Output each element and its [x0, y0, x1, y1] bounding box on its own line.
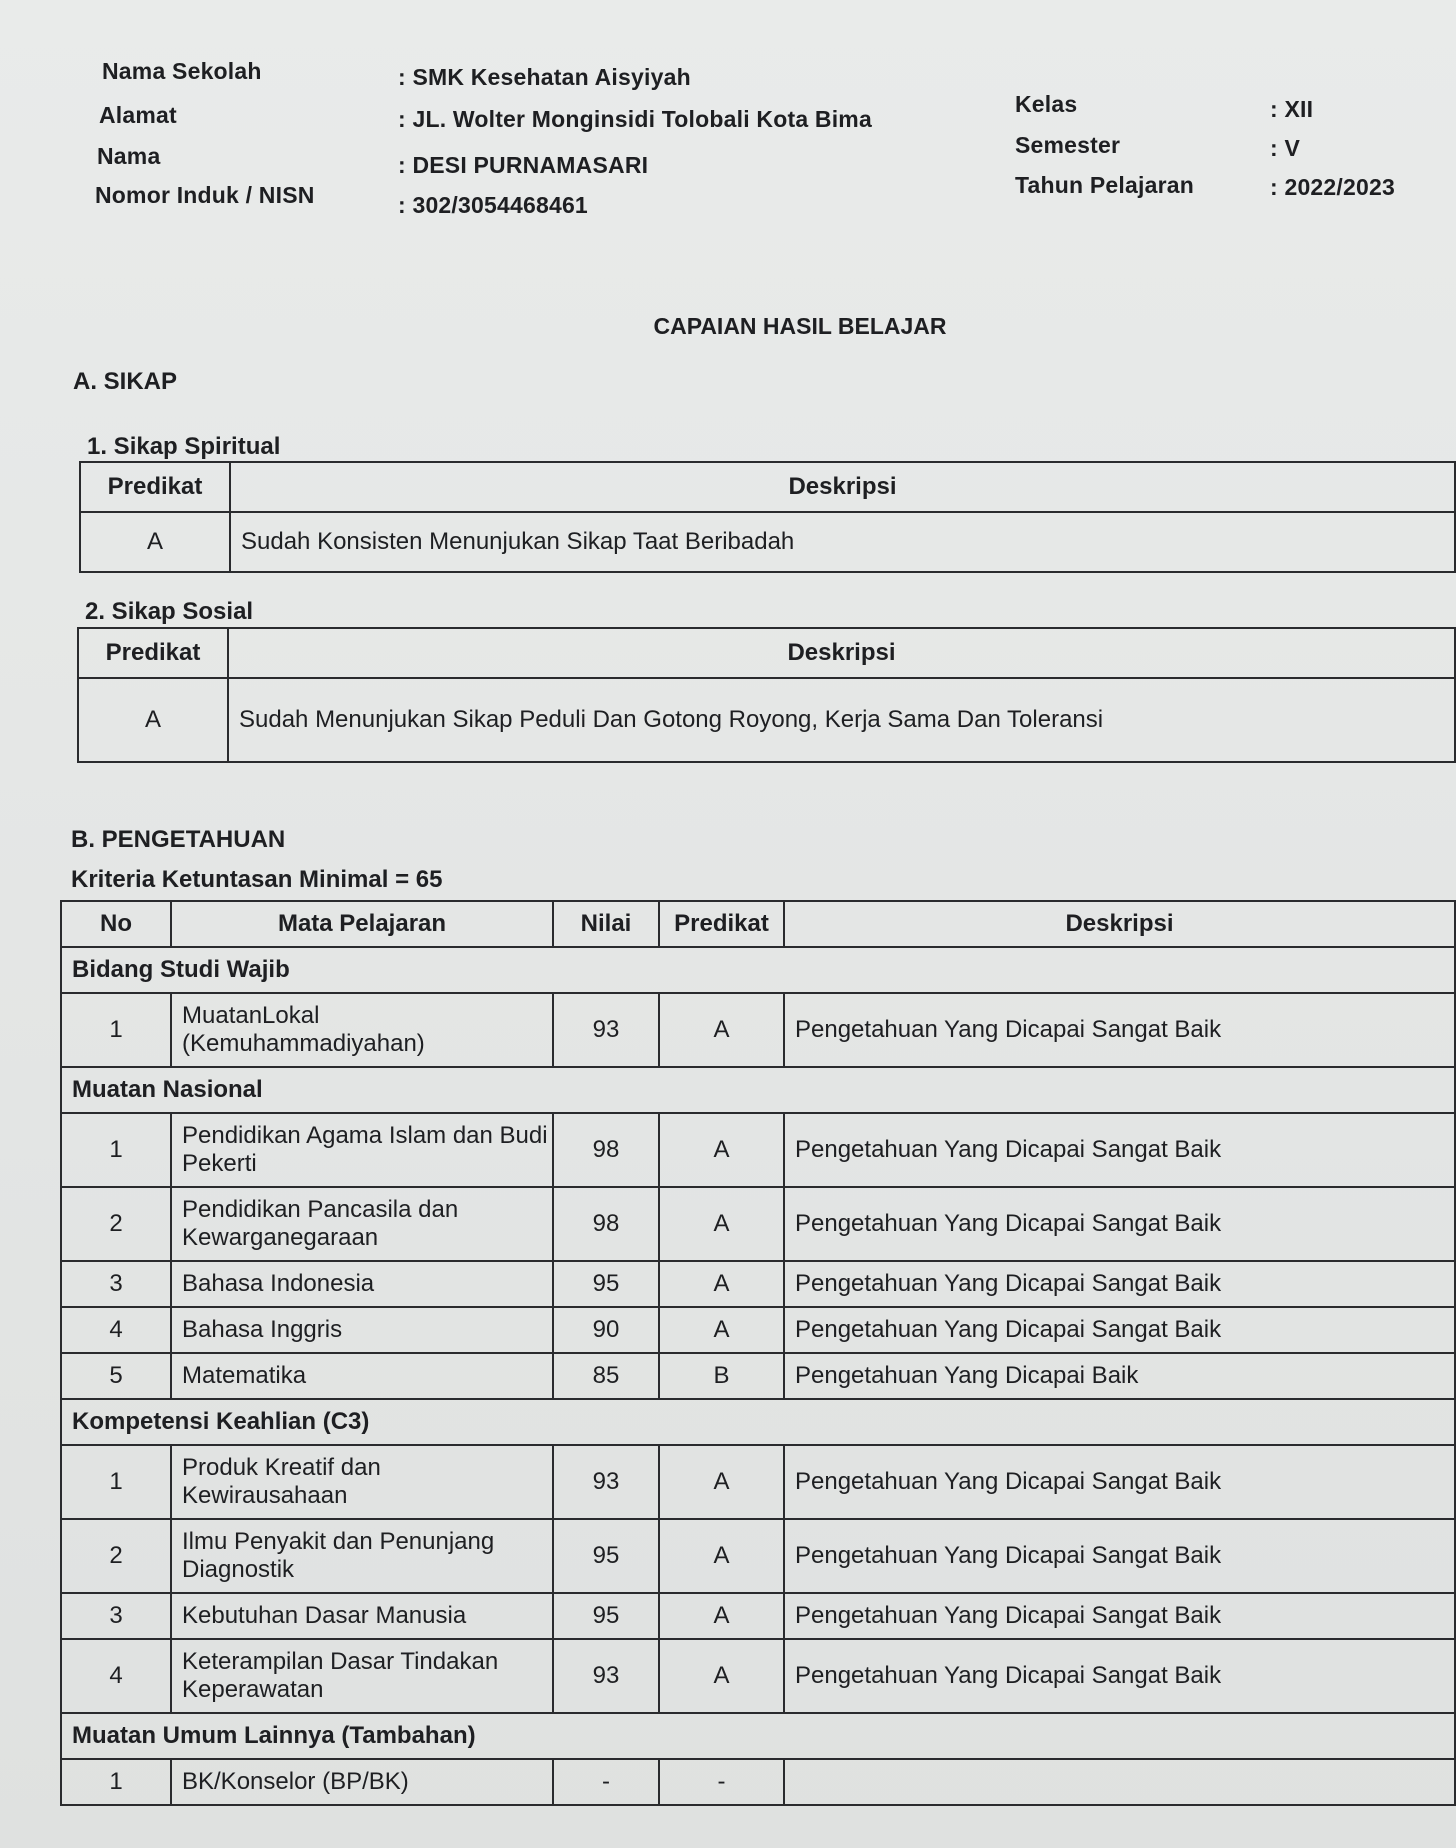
row-nilai: -: [553, 1759, 659, 1805]
nisn-value: : 302/3054468461: [398, 192, 588, 218]
row-nilai: 98: [553, 1113, 659, 1187]
group-row: [61, 1399, 1455, 1445]
row-no: 4: [61, 1639, 171, 1713]
year-value: : 2022/2023: [1270, 174, 1395, 200]
row-deskripsi: Pengetahuan Yang Dicapai Sangat Baik: [784, 1639, 1455, 1713]
spiritual-table: [79, 461, 1456, 573]
row-nilai: 95: [553, 1519, 659, 1593]
row-nilai: 95: [553, 1593, 659, 1639]
row-subject: Keterampilan Dasar Tindakan Keperawatan: [171, 1639, 553, 1713]
row-nilai: 90: [553, 1307, 659, 1353]
row-predikat: A: [659, 1593, 784, 1639]
col-predikat: Predikat: [659, 901, 784, 947]
spiritual-title: 1. Sikap Spiritual: [87, 433, 281, 460]
col-deskripsi: Deskripsi: [784, 901, 1455, 947]
col-mata-pelajaran: Mata Pelajaran: [171, 901, 553, 947]
section-pengetahuan-heading: B. PENGETAHUAN: [71, 826, 286, 853]
knowledge-header-row: [61, 901, 1455, 947]
row-predikat: A: [659, 1639, 784, 1713]
group-row: [61, 1713, 1455, 1759]
row-nilai: 93: [553, 1445, 659, 1519]
row-predikat: A: [659, 1307, 784, 1353]
class-value: : XII: [1270, 96, 1314, 122]
spiritual-predikat: A: [80, 512, 230, 572]
row-subject: Bahasa Indonesia: [171, 1261, 553, 1307]
row-subject: Pendidikan Pancasila dan Kewarganegaraan: [171, 1187, 553, 1261]
table-row: [61, 1639, 1455, 1713]
row-subject: Pendidikan Agama Islam dan Budi Pekerti: [171, 1113, 553, 1187]
row-predikat: A: [659, 1519, 784, 1593]
section-sikap-heading: A. SIKAP: [73, 368, 178, 395]
row-predikat: A: [659, 1445, 784, 1519]
row-no: 2: [61, 1187, 171, 1261]
row-no: 4: [61, 1307, 171, 1353]
row-deskripsi: [784, 1759, 1455, 1805]
table-row: [61, 1353, 1455, 1399]
row-subject: Bahasa Inggris: [171, 1307, 553, 1353]
semester-label: Semester: [1015, 132, 1121, 158]
name-label: Nama: [97, 143, 161, 169]
row-predikat: A: [659, 1261, 784, 1307]
school-label: Nama Sekolah: [102, 58, 262, 84]
group-row: [61, 1067, 1455, 1113]
row-no: 1: [61, 1759, 171, 1805]
row-no: 3: [61, 1261, 171, 1307]
group-name: Muatan Umum Lainnya (Tambahan): [61, 1713, 1455, 1759]
row-no: 2: [61, 1519, 171, 1593]
row-subject: Produk Kreatif dan Kewirausahaan: [171, 1445, 553, 1519]
table-row: [61, 1113, 1455, 1187]
spiritual-deskripsi: Sudah Konsisten Menunjukan Sikap Taat Beribadah: [230, 512, 1455, 572]
row-subject: BK/Konselor (BP/BK): [171, 1759, 553, 1805]
row-deskripsi: Pengetahuan Yang Dicapai Sangat Baik: [784, 1519, 1455, 1593]
row-no: 1: [61, 1113, 171, 1187]
table-row: [61, 1759, 1455, 1805]
row-nilai: 95: [553, 1261, 659, 1307]
row-deskripsi: Pengetahuan Yang Dicapai Sangat Baik: [784, 1307, 1455, 1353]
spiritual-col-deskripsi: Deskripsi: [230, 462, 1455, 512]
row-predikat: B: [659, 1353, 784, 1399]
nisn-label: Nomor Induk / NISN: [95, 182, 315, 208]
row-deskripsi: Pengetahuan Yang Dicapai Sangat Baik: [784, 1187, 1455, 1261]
group-row: [61, 947, 1455, 993]
row-nilai: 98: [553, 1187, 659, 1261]
row-predikat: A: [659, 1113, 784, 1187]
row-no: 3: [61, 1593, 171, 1639]
row-deskripsi: Pengetahuan Yang Dicapai Sangat Baik: [784, 1445, 1455, 1519]
name-value: : DESI PURNAMASARI: [398, 152, 649, 178]
knowledge-table: [60, 900, 1456, 1806]
table-row: [61, 1307, 1455, 1353]
table-row: [61, 1519, 1455, 1593]
row-deskripsi: Pengetahuan Yang Dicapai Sangat Baik: [784, 1113, 1455, 1187]
sosial-table: [77, 627, 1456, 763]
table-row: [61, 993, 1455, 1067]
row-nilai: 93: [553, 993, 659, 1067]
table-row: [61, 1445, 1455, 1519]
kkm-text: Kriteria Ketuntasan Minimal = 65: [71, 866, 443, 893]
page-title: CAPAIAN HASIL BELAJAR: [653, 313, 947, 339]
sosial-predikat: A: [78, 678, 228, 762]
row-predikat: A: [659, 1187, 784, 1261]
row-nilai: 93: [553, 1639, 659, 1713]
school-value: : SMK Kesehatan Aisyiyah: [398, 64, 691, 90]
address-value: : JL. Wolter Monginsidi Tolobali Kota Bima: [398, 106, 872, 132]
sosial-deskripsi: Sudah Menunjukan Sikap Peduli Dan Gotong Royong, Kerja Sama Dan Toleransi: [228, 678, 1455, 762]
group-name: Kompetensi Keahlian (C3): [61, 1399, 1455, 1445]
address-label: Alamat: [99, 102, 177, 128]
spiritual-col-predikat: Predikat: [80, 462, 230, 512]
row-subject: Ilmu Penyakit dan Penunjang Diagnostik: [171, 1519, 553, 1593]
row-predikat: A: [659, 993, 784, 1067]
col-nilai: Nilai: [553, 901, 659, 947]
group-name: Bidang Studi Wajib: [61, 947, 1455, 993]
year-label: Tahun Pelajaran: [1015, 172, 1194, 198]
row-predikat: -: [659, 1759, 784, 1805]
row-deskripsi: Pengetahuan Yang Dicapai Baik: [784, 1353, 1455, 1399]
row-no: 5: [61, 1353, 171, 1399]
table-row: [61, 1261, 1455, 1307]
sosial-col-deskripsi: Deskripsi: [228, 628, 1455, 678]
row-no: 1: [61, 1445, 171, 1519]
row-nilai: 85: [553, 1353, 659, 1399]
row-subject: MuatanLokal (Kemuhammadiyahan): [171, 993, 553, 1067]
row-subject: Kebutuhan Dasar Manusia: [171, 1593, 553, 1639]
row-subject: Matematika: [171, 1353, 553, 1399]
group-name: Muatan Nasional: [61, 1067, 1455, 1113]
row-deskripsi: Pengetahuan Yang Dicapai Sangat Baik: [784, 993, 1455, 1067]
table-row: [61, 1187, 1455, 1261]
table-row: [61, 1593, 1455, 1639]
class-label: Kelas: [1015, 91, 1078, 117]
row-no: 1: [61, 993, 171, 1067]
row-deskripsi: Pengetahuan Yang Dicapai Sangat Baik: [784, 1261, 1455, 1307]
row-deskripsi: Pengetahuan Yang Dicapai Sangat Baik: [784, 1593, 1455, 1639]
semester-value: : V: [1270, 135, 1300, 161]
sosial-col-predikat: Predikat: [78, 628, 228, 678]
col-no: No: [61, 901, 171, 947]
sosial-title: 2. Sikap Sosial: [85, 598, 254, 625]
